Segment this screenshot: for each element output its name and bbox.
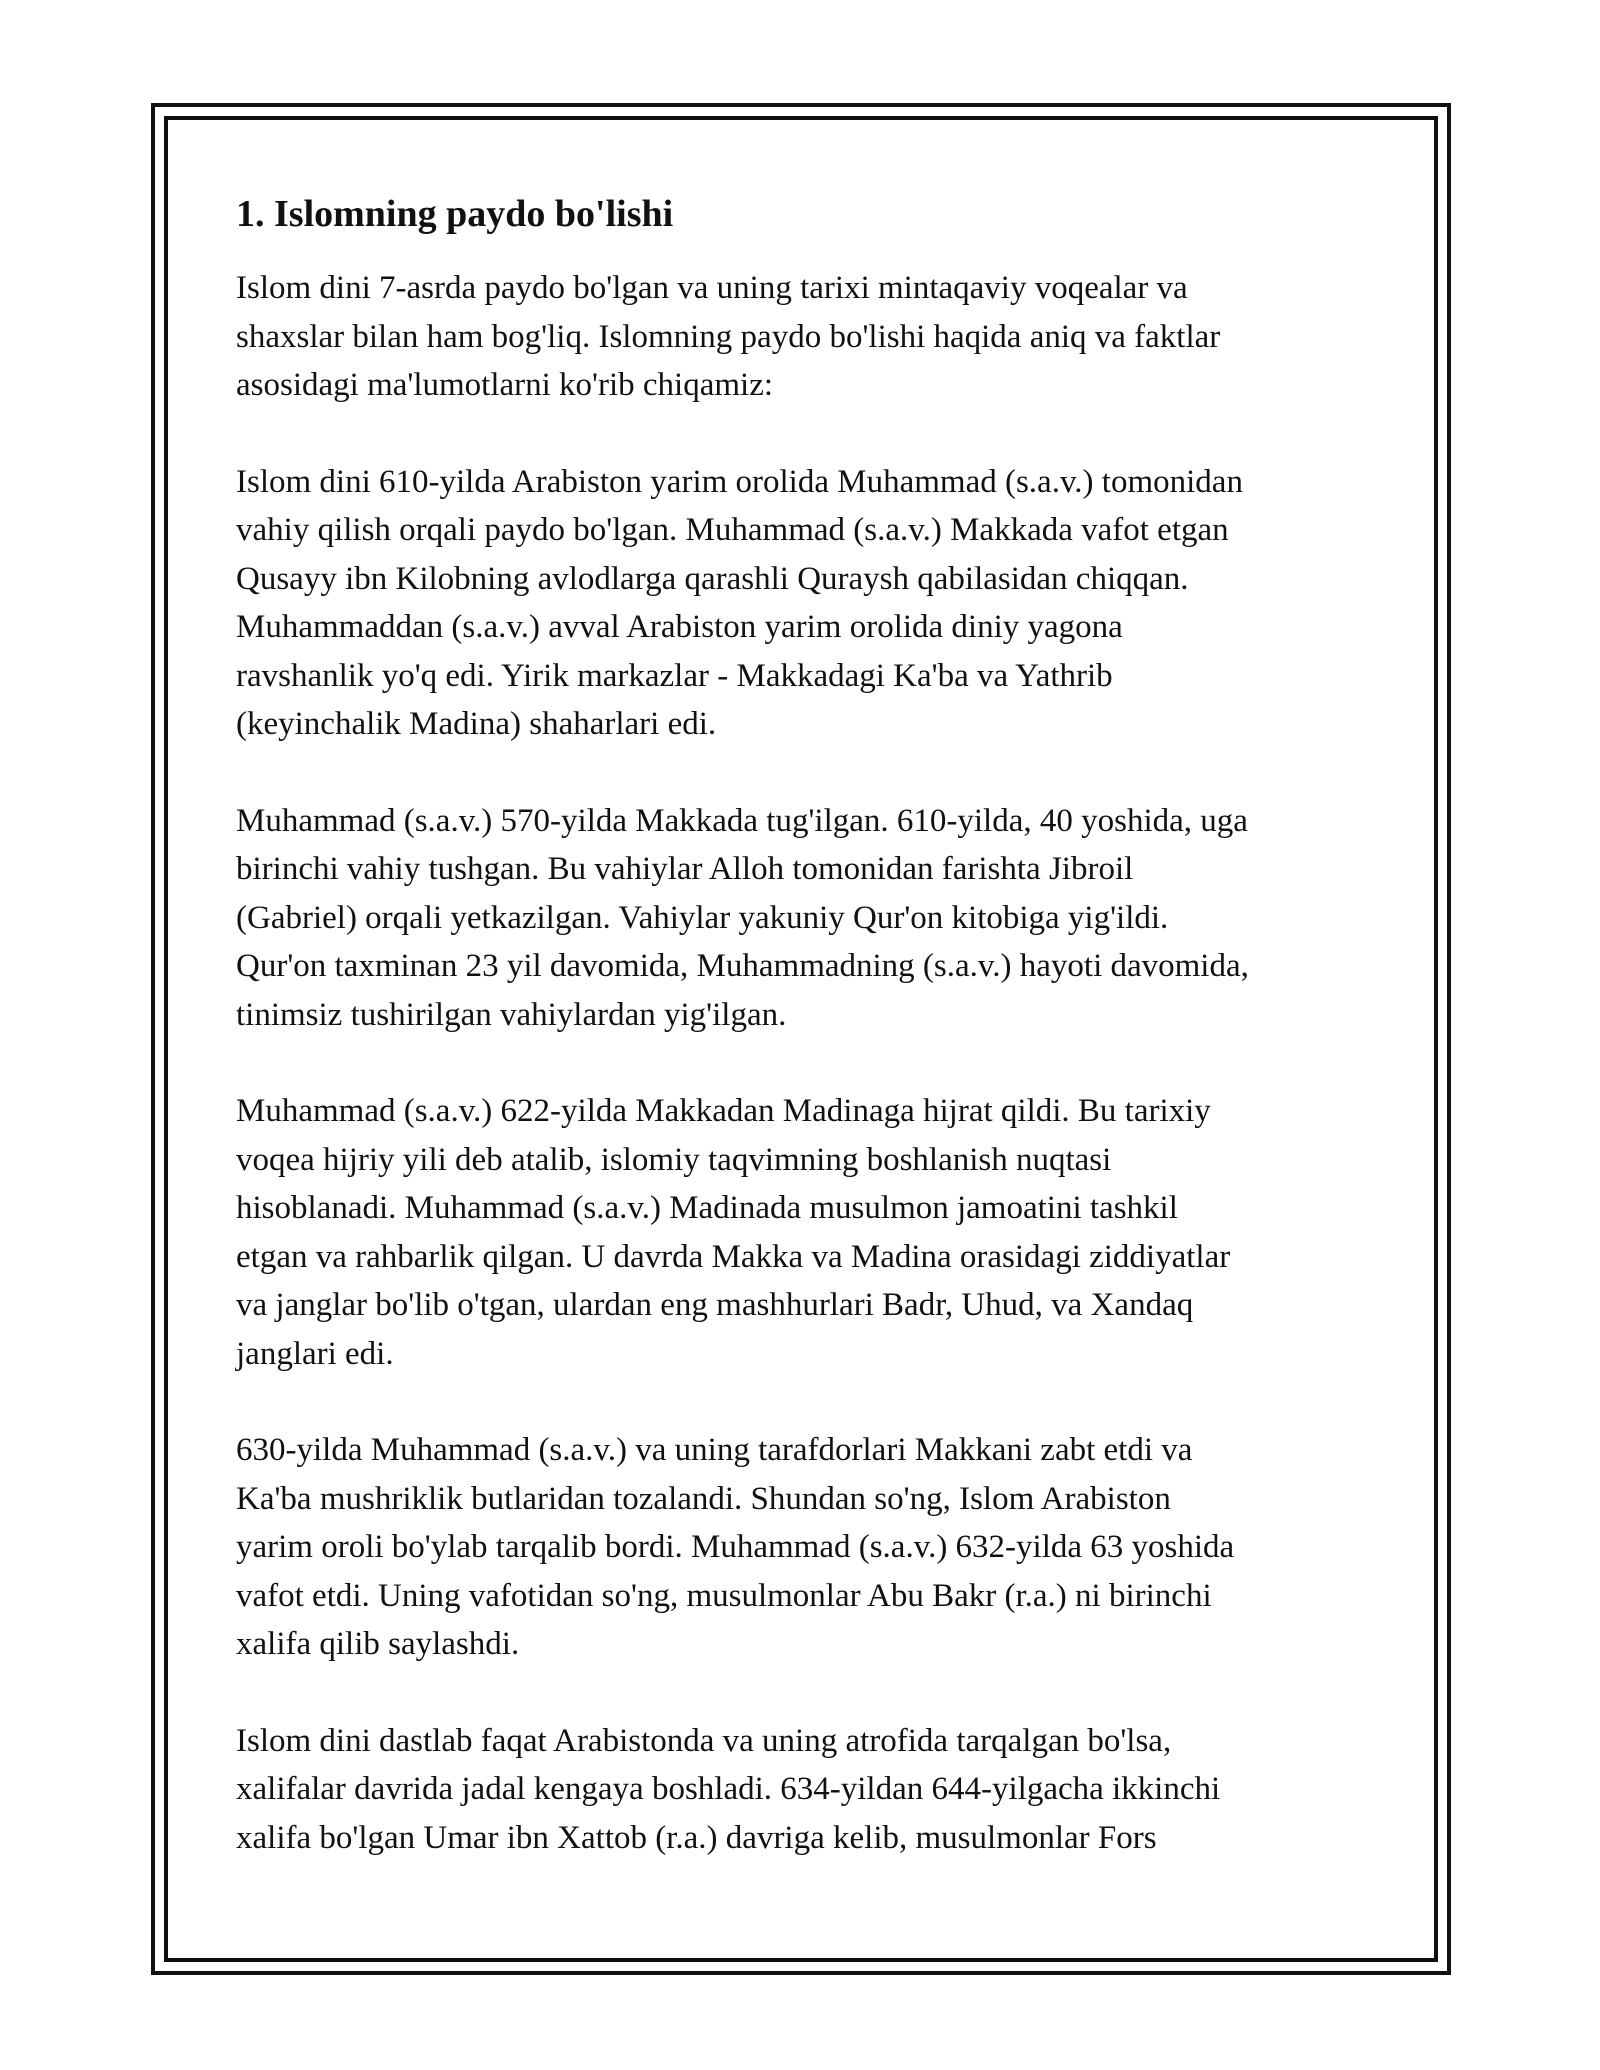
text-line: Muhammaddan (s.a.v.) avval Arabiston yarim orolida diniy yagona [236, 609, 1123, 645]
text-line: Qur'on taxminan 23 yil davomida, Muhammadning (s.a.v.) hayoti davomida, [236, 948, 1249, 984]
paragraph-hijra [236, 1087, 1386, 1378]
text-line: janglari edi. [236, 1335, 394, 1372]
paragraph-revelation [236, 797, 1386, 1040]
text-line: Qusayy ibn Kilobning avlodlarga qarashli Quraysh qabilasidan chiqqan. [236, 560, 1189, 597]
text-line: xalifa qilib saylashdi. [236, 1626, 520, 1662]
section-heading: 1. Islomning paydo bo'lishi [236, 193, 674, 235]
text-line: tinimsiz tushirilgan vahiylardan yig'ilgan. [236, 996, 787, 1033]
text-line: asosidagi ma'lumotlarni ko'rib chiqamiz: [236, 367, 774, 403]
paragraph-conquest [236, 1426, 1386, 1669]
text-line: birinchi vahiy tushgan. Bu vahiylar Alloh tomonidan farishta Jibroil [236, 851, 1134, 887]
text-line: (keyinchalik Madina) shaharlari edi. [236, 706, 717, 742]
text-line: xalifa bo'lgan Umar ibn Xattob (r.a.) davriga kelib, musulmonlar Fors [236, 1819, 1157, 1856]
text-line: va janglar bo'lib o'tgan, ulardan eng mashhurlari Badr, Uhud, va Xandaq [236, 1287, 1194, 1323]
text-line: Ka'ba mushriklik butlaridan tozalandi. Shundan so'ng, Islom Arabiston [236, 1480, 1171, 1517]
text-line: voqea hijriy yili deb atalib, islomiy taqvimning boshlanish nuqtasi [236, 1141, 1112, 1178]
text-line: Islom dini 610-yilda Arabiston yarim orolida Muhammad (s.a.v.) tomonidan [236, 463, 1243, 500]
text-line: (Gabriel) orqali yetkazilgan. Vahiylar yakuniy Qur'on kitobiga yig'ildi. [236, 899, 1169, 936]
text-line: Islom dini dastlab faqat Arabistonda va uning atrofida tarqalgan bo'lsa, [236, 1722, 1172, 1759]
text-line: hisoblanadi. Muhammad (s.a.v.) Madinada musulmon jamoatini tashkil [236, 1190, 1178, 1226]
text-line: ravshanlik yo'q edi. Yirik markazlar - Makkadagi Ka'ba va Yathrib [236, 657, 1113, 694]
text-line: etgan va rahbarlik qilgan. U davrda Makka va Madina orasidagi ziddiyatlar [236, 1238, 1231, 1275]
text-line: xalifalar davrida jadal kengaya boshladi. 634-yildan 644-yilgacha ikkinchi [236, 1771, 1221, 1807]
text-line: vafot etdi. Uning vafotidan so'ng, musulmonlar Abu Bakr (r.a.) ni birinchi [236, 1577, 1212, 1614]
text-line: vahiy qilish orqali paydo bo'lgan. Muhammad (s.a.v.) Makkada vafot etgan [236, 512, 1229, 548]
paragraph-caliphate [236, 1717, 1386, 1863]
text-line: Muhammad (s.a.v.) 622-yilda Makkadan Madinaga hijrat qildi. Bu tarixiy [236, 1093, 1211, 1129]
text-line: yarim oroli bo'ylab tarqalib bordi. Muhammad (s.a.v.) 632-yilda 63 yoshida [236, 1529, 1235, 1565]
paragraph-intro [236, 264, 1386, 410]
paragraph-origin [236, 458, 1386, 749]
document-body [236, 188, 1386, 1910]
text-line: Muhammad (s.a.v.) 570-yilda Makkada tug'ilgan. 610-yilda, 40 yoshida, uga [236, 802, 1248, 839]
text-line: Islom dini 7-asrda paydo bo'lgan va uning tarixi mintaqaviy voqealar va [236, 270, 1188, 306]
text-line: shaxslar bilan ham bog'liq. Islomning paydo bo'lishi haqida aniq va faktlar [236, 318, 1221, 355]
text-line: 630-yilda Muhammad (s.a.v.) va uning tarafdorlari Makkani zabt etdi va [236, 1432, 1193, 1468]
